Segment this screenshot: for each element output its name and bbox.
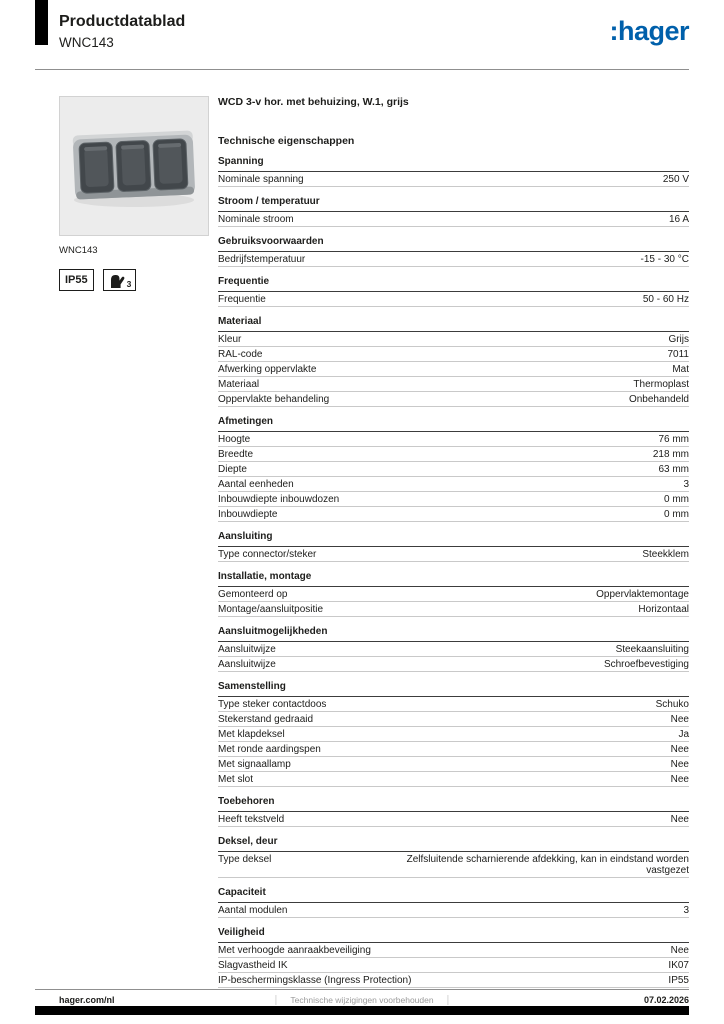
spec-label: Frequentie [218, 294, 266, 305]
spec-section [218, 927, 689, 988]
spec-row [218, 958, 689, 973]
spec-section [218, 887, 689, 918]
spec-value: Nee [670, 744, 689, 755]
spec-section [218, 416, 689, 522]
spec-section [218, 796, 689, 827]
spec-section-heading: Gebruiksvoorwaarden [218, 236, 689, 252]
glove-badge-number: 3 [126, 279, 132, 289]
spec-value: Nee [670, 714, 689, 725]
spec-value: Thermoplast [633, 379, 689, 390]
glove-icon [108, 272, 126, 289]
spec-label: Met verhoogde aanraakbeveiliging [218, 945, 371, 956]
spec-label: Aansluitwijze [218, 644, 276, 655]
spec-sections [218, 156, 689, 988]
image-caption: WNC143 [59, 245, 98, 256]
spec-row [218, 547, 689, 562]
product-image [59, 96, 209, 236]
spec-row [218, 477, 689, 492]
spec-row [218, 727, 689, 742]
spec-label: Nominale stroom [218, 214, 294, 225]
left-column [59, 96, 209, 291]
spec-section [218, 196, 689, 227]
spec-value: 0 mm [664, 509, 689, 520]
product-reference: WNC143 [59, 35, 114, 50]
spec-value: Nee [670, 945, 689, 956]
page-title: Productdatablad [59, 13, 186, 30]
spec-label: IP-beschermingsklasse (Ingress Protection) [218, 975, 412, 986]
spec-section-heading: Aansluitmogelijkheden [218, 626, 689, 642]
header-divider [35, 69, 689, 70]
corner-tab-mark [35, 0, 48, 45]
spec-section [218, 156, 689, 187]
spec-row [218, 432, 689, 447]
spec-label: Breedte [218, 449, 254, 460]
spec-value: IK07 [668, 960, 689, 971]
spec-value: 218 mm [652, 449, 689, 460]
spec-row [218, 712, 689, 727]
spec-value: Nee [670, 759, 689, 770]
bottom-bar [35, 1006, 689, 1015]
spec-section-heading: Samenstelling [218, 681, 689, 697]
spec-value: Nee [670, 774, 689, 785]
spec-value: Schuko [655, 699, 689, 710]
spec-column [218, 96, 689, 988]
spec-section [218, 681, 689, 787]
spec-value: Mat [672, 364, 689, 375]
spec-value: Schroefbevestiging [603, 659, 689, 670]
spec-label: Inbouwdiepte inbouwdozen [218, 494, 340, 505]
spec-row [218, 852, 689, 878]
footer-date: 07.02.2026 [643, 995, 689, 1005]
spec-section [218, 276, 689, 307]
spec-section [218, 531, 689, 562]
spec-section-heading: Frequentie [218, 276, 689, 292]
spec-row [218, 492, 689, 507]
spec-value: Nee [670, 814, 689, 825]
product-name: WCD 3-v hor. met behuizing, W.1, grijs [218, 96, 409, 108]
spec-value: 3 [683, 479, 689, 490]
footer-divider [35, 989, 689, 990]
spec-label: Aansluitwijze [218, 659, 276, 670]
spec-row [218, 657, 689, 672]
spec-label: Afwerking oppervlakte [218, 364, 317, 375]
spec-label: Aantal modulen [218, 905, 288, 916]
spec-row [218, 347, 689, 362]
spec-label: Oppervlakte behandeling [218, 394, 330, 405]
spec-label: Met klapdeksel [218, 729, 285, 740]
badge-row [59, 269, 209, 291]
spec-label: Kleur [218, 334, 242, 345]
spec-row [218, 772, 689, 787]
spec-row [218, 212, 689, 227]
footer-disclaimer: Technische wijzigingen voorbehouden [275, 995, 448, 1005]
spec-value: 16 A [668, 214, 689, 225]
spec-section-heading: Installatie, montage [218, 571, 689, 587]
spec-section [218, 571, 689, 617]
spec-row [218, 362, 689, 377]
spec-label: RAL-code [218, 349, 263, 360]
spec-section-heading: Materiaal [218, 316, 689, 332]
spec-value: Steekaansluiting [615, 644, 689, 655]
spec-value: 3 [683, 905, 689, 916]
spec-label: Montage/aansluitpositie [218, 604, 324, 615]
glove-badge [103, 269, 137, 291]
spec-section-heading: Stroom / temperatuur [218, 196, 689, 212]
spec-label: Gemonteerd op [218, 589, 288, 600]
spec-label: Hoogte [218, 434, 251, 445]
spec-row [218, 462, 689, 477]
spec-row [218, 392, 689, 407]
ip-rating-badge: IP55 [59, 269, 94, 291]
spec-row [218, 447, 689, 462]
spec-row [218, 602, 689, 617]
spec-label: Diepte [218, 464, 247, 475]
socket-product-illustration [60, 97, 208, 235]
spec-row [218, 973, 689, 988]
spec-value: Horizontaal [638, 604, 689, 615]
spec-label: Heeft tekstveld [218, 814, 285, 825]
spec-row [218, 943, 689, 958]
spec-label: Type connector/steker [218, 549, 317, 560]
tech-specs-title: Technische eigenschappen [218, 135, 355, 147]
spec-label: Aantal eenheden [218, 479, 294, 490]
spec-value: -15 - 30 °C [640, 254, 689, 265]
spec-label: Met signaallamp [218, 759, 291, 770]
spec-value: 7011 [667, 349, 689, 360]
header [59, 13, 185, 50]
spec-value: 76 mm [658, 434, 689, 445]
spec-value: 250 V [662, 174, 689, 185]
spec-label: Met slot [218, 774, 254, 785]
spec-label: Bedrijfstemperatuur [218, 254, 306, 265]
spec-row [218, 812, 689, 827]
spec-row [218, 642, 689, 657]
spec-row [218, 172, 689, 187]
spec-row [218, 377, 689, 392]
hager-logo: :hager [609, 16, 689, 46]
spec-section-heading: Deksel, deur [218, 836, 689, 852]
spec-row [218, 587, 689, 602]
spec-section-heading: Afmetingen [218, 416, 689, 432]
spec-section [218, 836, 689, 878]
spec-label: Inbouwdiepte [218, 509, 278, 520]
spec-value: IP55 [668, 975, 689, 986]
spec-row [218, 903, 689, 918]
spec-value: Ja [678, 729, 689, 740]
spec-section-heading: Capaciteit [218, 887, 689, 903]
spec-section [218, 316, 689, 407]
spec-label: Slagvastheid IK [218, 960, 288, 971]
spec-value: 0 mm [664, 494, 689, 505]
spec-label: Stekerstand gedraaid [218, 714, 314, 725]
spec-value: Oppervlaktemontage [596, 589, 689, 600]
spec-section-heading: Spanning [218, 156, 689, 172]
spec-label: Type deksel [218, 854, 272, 865]
spec-value: Steekklem [642, 549, 689, 560]
spec-section-heading: Toebehoren [218, 796, 689, 812]
spec-section [218, 626, 689, 672]
spec-label: Met ronde aardingspen [218, 744, 321, 755]
spec-row [218, 507, 689, 522]
spec-label: Type steker contactdoos [218, 699, 327, 710]
footer-website: hager.com/nl [59, 995, 115, 1005]
spec-value: Onbehandeld [628, 394, 689, 405]
spec-section-heading: Aansluiting [218, 531, 689, 547]
spec-value: 63 mm [658, 464, 689, 475]
spec-row [218, 292, 689, 307]
spec-value: 50 - 60 Hz [642, 294, 689, 305]
spec-value: Grijs [668, 334, 689, 345]
spec-value: Zelfsluitende scharnierende afdekking, kan in eindstand worden vastgezet [406, 854, 689, 876]
spec-row [218, 697, 689, 712]
spec-row [218, 332, 689, 347]
spec-section-heading: Veiligheid [218, 927, 689, 943]
spec-label: Materiaal [218, 379, 260, 390]
spec-row [218, 757, 689, 772]
spec-label: Nominale spanning [218, 174, 304, 185]
spec-section [218, 236, 689, 267]
spec-row [218, 742, 689, 757]
spec-row [218, 252, 689, 267]
